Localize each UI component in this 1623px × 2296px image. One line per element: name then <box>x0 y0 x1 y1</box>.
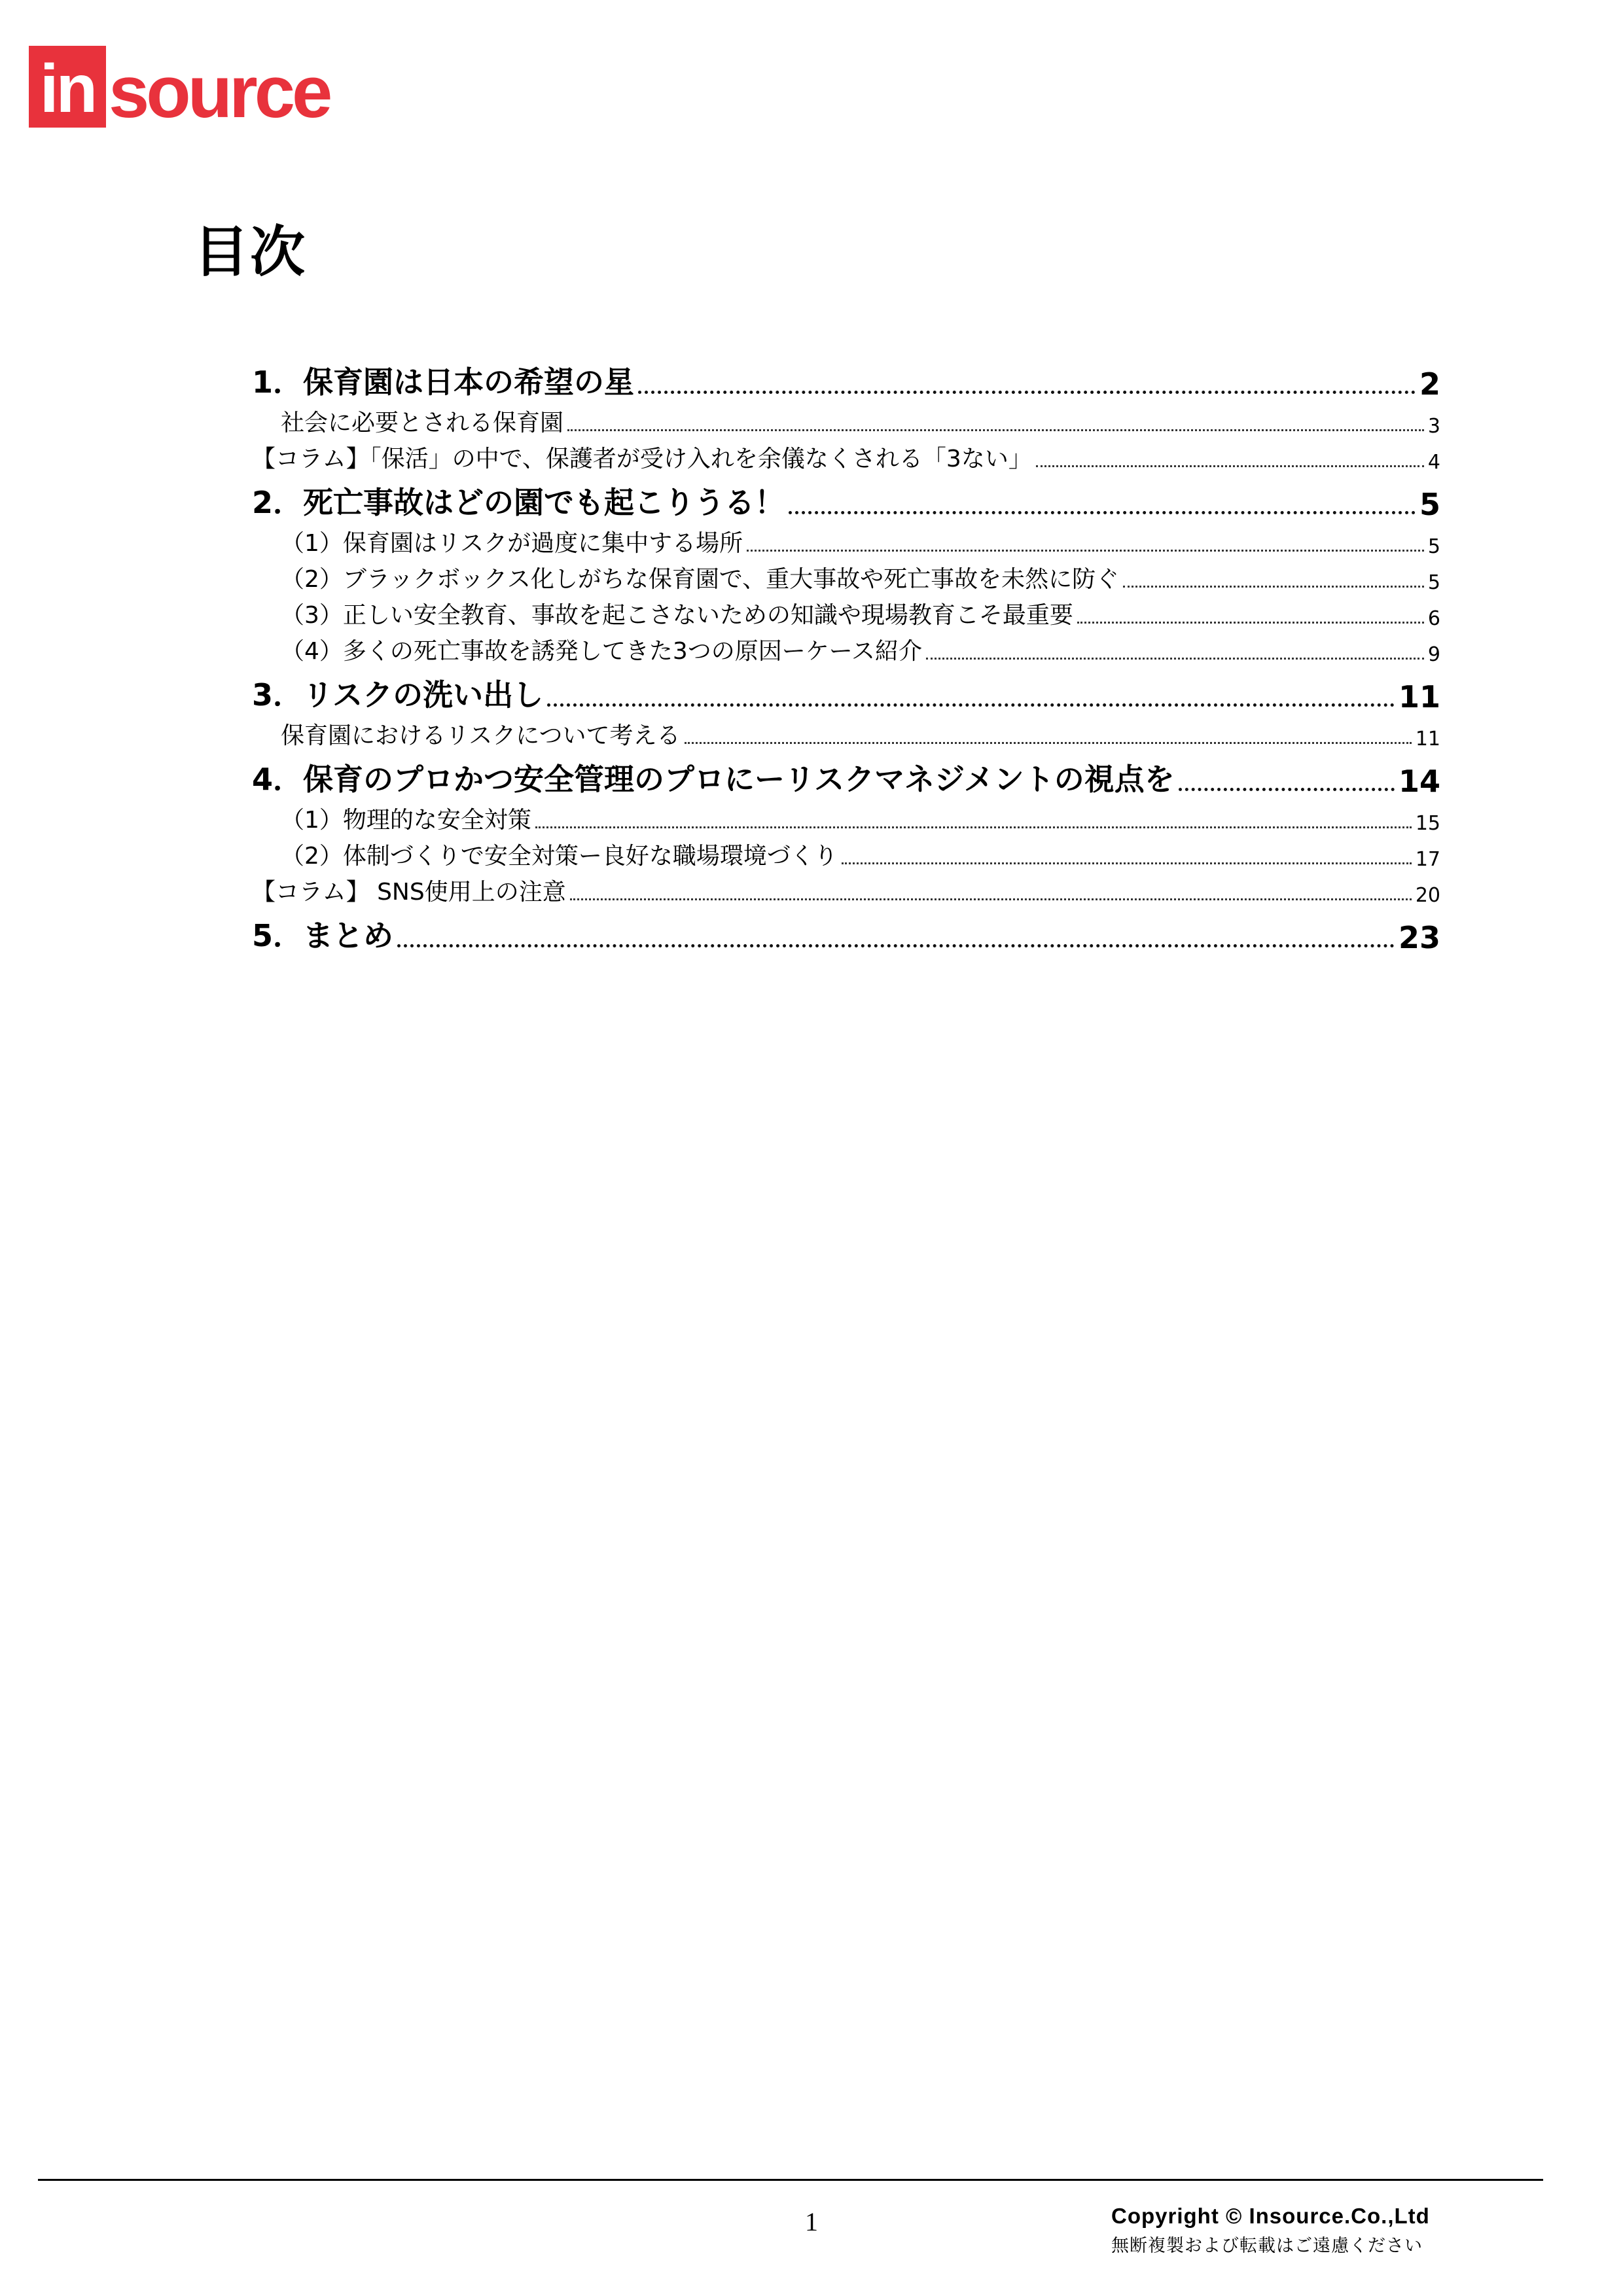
toc-dot-leader <box>747 550 1424 552</box>
toc-entry-title: 保育園におけるリスクについて考える <box>281 722 681 749</box>
toc-entry-title: （4）多くの死亡事故を誘発してきた3つの原因ーケース紹介 <box>281 638 923 665</box>
toc-entry-title: （1）物理的な安全対策 <box>281 807 531 834</box>
toc-section-entry[interactable] <box>252 438 1440 474</box>
toc-chapter-entry[interactable] <box>252 482 1440 522</box>
toc-section-entry[interactable] <box>252 835 1440 871</box>
table-of-contents <box>252 353 1440 955</box>
toc-chapter-entry[interactable] <box>252 915 1440 955</box>
toc-dot-leader <box>397 944 1395 947</box>
toc-page-number: 9 <box>1427 643 1440 666</box>
toc-entry-title: 4．保育のプロかつ安全管理のプロにーリスクマネジメントの視点を <box>252 762 1175 797</box>
logo-in-box: in <box>29 46 106 128</box>
toc-entry-title: （1）保育園はリスクが過度に集中する場所 <box>281 530 743 557</box>
logo-wordmark: source <box>109 51 330 133</box>
toc-page-number: 2 <box>1419 366 1440 402</box>
toc-section-entry[interactable] <box>252 799 1440 835</box>
toc-section-entry[interactable] <box>252 630 1440 666</box>
toc-dot-leader <box>1036 465 1424 467</box>
toc-page-number: 11 <box>1415 728 1440 751</box>
toc-dot-leader <box>638 391 1416 394</box>
toc-dot-leader <box>547 703 1395 707</box>
toc-entry-title: 1．保育園は日本の希望の星 <box>252 364 635 400</box>
toc-section-entry[interactable] <box>252 522 1440 558</box>
toc-dot-leader <box>1077 622 1424 624</box>
toc-page-number: 15 <box>1415 812 1440 835</box>
toc-dot-leader <box>842 862 1412 864</box>
toc-chapter-entry[interactable] <box>252 361 1440 402</box>
footer-divider <box>38 2179 1543 2181</box>
page-number: 1 <box>805 2207 818 2236</box>
toc-section-entry[interactable] <box>252 558 1440 594</box>
toc-dot-leader <box>685 742 1412 744</box>
toc-page-number: 23 <box>1398 920 1440 955</box>
toc-page-number: 5 <box>1427 535 1440 558</box>
toc-chapter-entry[interactable] <box>252 758 1440 799</box>
toc-section-entry[interactable] <box>252 594 1440 630</box>
toc-page-number: 5 <box>1427 571 1440 594</box>
toc-entry-title: （3）正しい安全教育、事故を起こさないための知識や現場教育こそ最重要 <box>281 602 1073 629</box>
toc-dot-leader <box>1179 788 1395 791</box>
toc-entry-title: 2．死亡事故はどの園でも起こりうる！ <box>252 485 785 520</box>
toc-entry-title: （2）ブラックボックス化しがちな保育園で、重大事故や死亡事故を未然に防ぐ <box>281 566 1120 593</box>
toc-entry-title: 【コラム】 SNS使用上の注意 <box>252 879 566 906</box>
toc-page-number: 17 <box>1415 848 1440 871</box>
toc-entry-title: 【コラム】「保活」の中で、保護者が受け入れを余儀なくされる「3ない」 <box>252 446 1032 472</box>
toc-section-entry[interactable] <box>252 715 1440 751</box>
toc-section-entry[interactable] <box>252 871 1440 907</box>
toc-page-number: 4 <box>1427 451 1440 474</box>
reproduction-notice: 無断複製および転載はご遠慮ください <box>1111 2236 1423 2256</box>
toc-dot-leader <box>926 658 1424 660</box>
insource-logo <box>29 46 330 133</box>
toc-entry-title: 5．まとめ <box>252 918 394 953</box>
toc-page-number: 14 <box>1398 764 1440 799</box>
toc-page-number: 5 <box>1419 487 1440 522</box>
toc-dot-leader <box>570 898 1412 900</box>
toc-chapter-entry[interactable] <box>252 674 1440 715</box>
toc-section-entry[interactable] <box>252 402 1440 438</box>
toc-entry-title: （2）体制づくりで安全対策ー良好な職場環境づくり <box>281 843 838 870</box>
toc-entry-title: 3．リスクの洗い出し <box>252 677 544 713</box>
toc-dot-leader <box>1123 586 1424 588</box>
page-title: 目次 <box>194 220 307 284</box>
toc-page-number: 3 <box>1427 415 1440 438</box>
toc-page-number: 6 <box>1427 607 1440 630</box>
toc-dot-leader <box>567 429 1424 431</box>
copyright-text: Copyright © Insource.Co.,Ltd <box>1111 2204 1430 2228</box>
toc-entry-title: 社会に必要とされる保育園 <box>281 410 564 436</box>
toc-dot-leader <box>789 511 1416 514</box>
toc-page-number: 11 <box>1398 679 1440 715</box>
toc-dot-leader <box>535 826 1412 828</box>
toc-page-number: 20 <box>1415 884 1440 907</box>
